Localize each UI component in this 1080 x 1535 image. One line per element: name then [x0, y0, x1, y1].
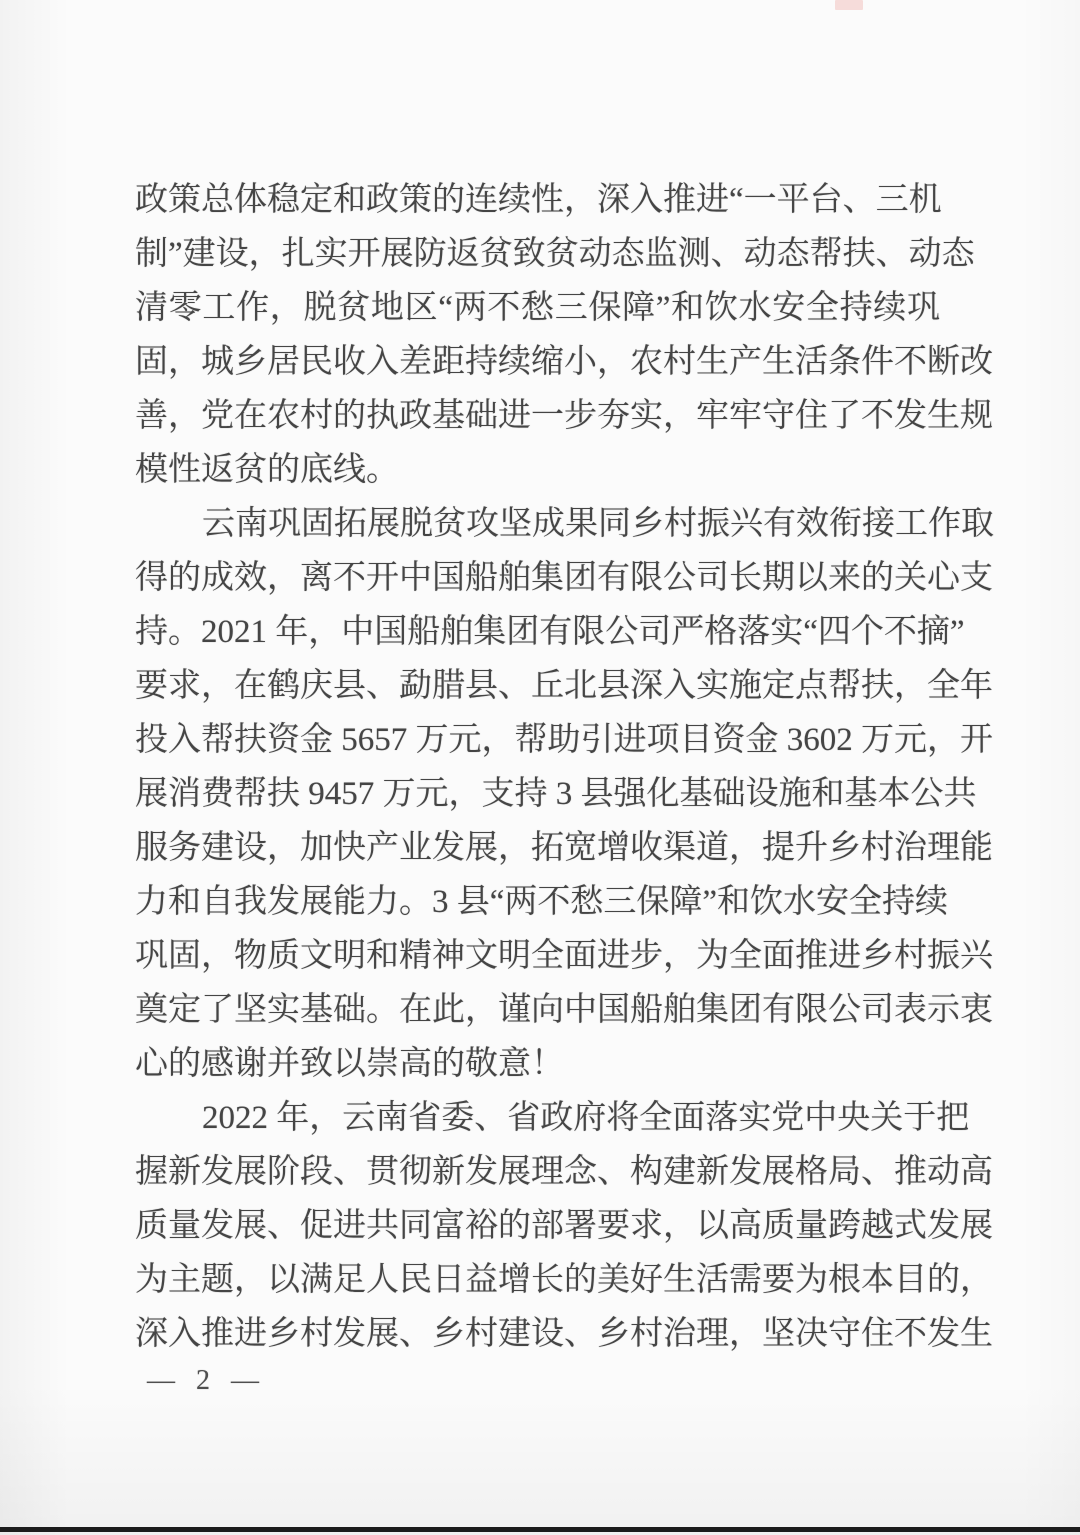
text-line: 为主题，以满足人民日益增长的美好生活需要为根本目的， — [135, 1262, 993, 1298]
text-line: 2022 年，云南省委、省政府将全面落实党中央关于把 — [202, 1100, 970, 1136]
text-line: 力和自我发展能力。3 县“两不愁三保障”和饮水安全持续 — [135, 884, 949, 920]
text-line: 握新发展阶段、贯彻新发展理念、构建新发展格局、推动高 — [135, 1154, 993, 1190]
text-line: 持。2021 年，中国船舶集团有限公司严格落实“四个不摘” — [135, 614, 965, 650]
paragraph — [135, 173, 993, 497]
text-line: 政策总体稳定和政策的连续性，深入推进“一平台、三机 — [135, 182, 942, 218]
text-line: 得的成效，离不开中国船舶集团有限公司长期以来的关心支 — [135, 560, 993, 596]
text-line: 制”建设，扎实开展防返贫致贫动态监测、动态帮扶、动态 — [135, 236, 975, 272]
text-line: 展消费帮扶 9457 万元，支持 3 县强化基础设施和基本公共 — [135, 776, 977, 812]
text-line: 清零工作，脱贫地区“两不愁三保障”和饮水安全持续巩 — [135, 290, 940, 326]
text-line: 固，城乡居民收入差距持续缩小，农村生产生活条件不断改 — [135, 344, 993, 380]
text-line: 心的感谢并致以崇高的敬意！ — [135, 1046, 564, 1082]
text-line: 投入帮扶资金 5657 万元，帮助引进项目资金 3602 万元，开 — [135, 722, 993, 758]
text-line: 质量发展、促进共同富裕的部署要求，以高质量跨越式发展 — [135, 1208, 993, 1244]
text-line: 模性返贫的底线。 — [135, 452, 399, 488]
text-line: 善，党在农村的执政基础进一步夯实，牢牢守住了不发生规 — [135, 398, 993, 434]
document-body — [135, 173, 994, 1361]
scan-artifact-red-mark — [835, 0, 863, 10]
text-line: 要求，在鹤庆县、勐腊县、丘北县深入实施定点帮扶，全年 — [135, 668, 993, 704]
text-line: 巩固，物质文明和精神文明全面进步，为全面推进乡村振兴 — [135, 938, 993, 974]
text-line: 深入推进乡村发展、乡村建设、乡村治理，坚决守住不发生 — [135, 1316, 993, 1352]
scan-edge-bar — [0, 1527, 1080, 1532]
paragraph — [135, 497, 994, 1091]
text-line: 服务建设，加快产业发展，拓宽增收渠道，提升乡村治理能 — [135, 830, 993, 866]
text-line: 奠定了坚实基础。在此，谨向中国船舶集团有限公司表示衷 — [135, 992, 993, 1028]
page-number: — 2 — — [147, 1365, 266, 1396]
paragraph — [135, 1091, 993, 1361]
text-line: 云南巩固拓展脱贫攻坚成果同乡村振兴有效衔接工作取 — [202, 506, 994, 542]
